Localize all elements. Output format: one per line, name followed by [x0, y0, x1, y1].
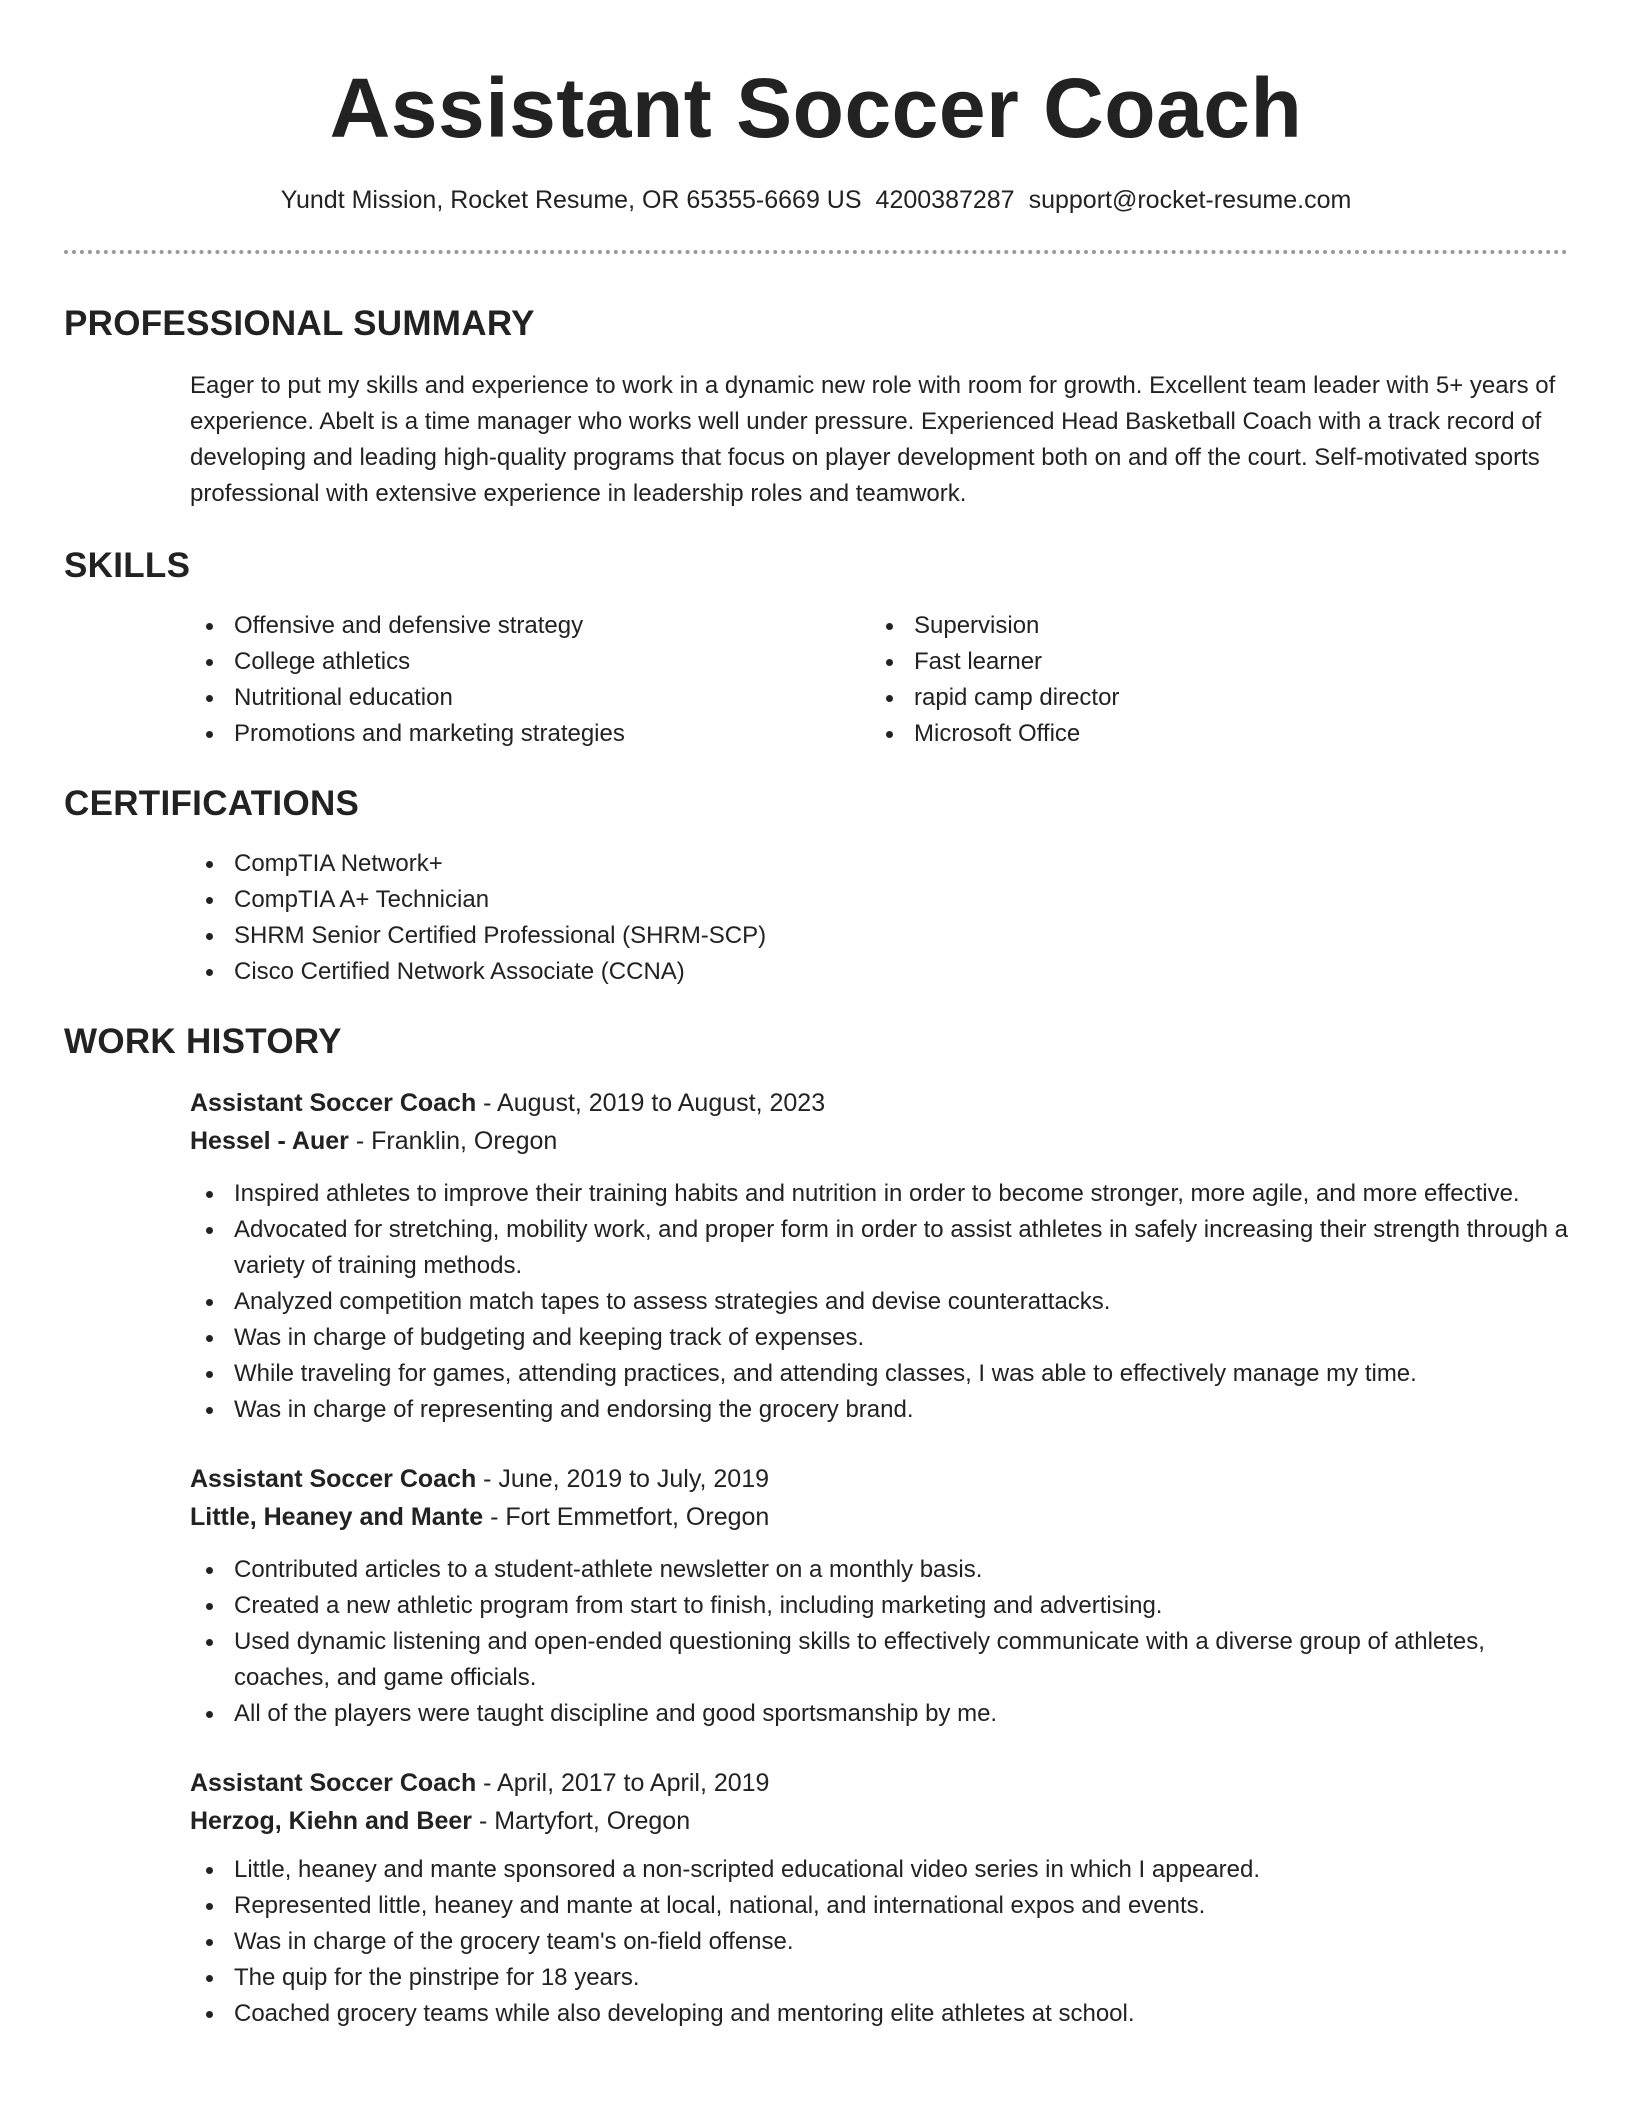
job-bullet: The quip for the pinstripe for 18 years.: [190, 1960, 1570, 1996]
skill-item: Offensive and defensive strategy: [190, 608, 870, 644]
job-title-line: [190, 1460, 1568, 1498]
skill-item: Supervision: [870, 608, 1550, 644]
skill-item: College athletics: [190, 644, 870, 680]
job-entry: [190, 1460, 1568, 1732]
job-bullet: Was in charge of budgeting and keeping track of expenses.: [190, 1320, 1570, 1356]
resume-name: Assistant Soccer Coach: [329, 61, 1303, 155]
skill-item: rapid camp director: [870, 680, 1550, 716]
header-divider: [64, 250, 1568, 254]
job-bullets: [190, 1552, 1570, 1732]
job-bullet: Used dynamic listening and open-ended questioning skills to effectively communicate with a diverse group of athletes, coaches, and game officials.: [190, 1624, 1570, 1696]
job-company: Hessel - Auer: [190, 1127, 349, 1155]
certifications-list: [190, 846, 1568, 990]
certification-item: CompTIA A+ Technician: [190, 882, 1568, 918]
job-location: - Franklin, Oregon: [348, 1127, 558, 1155]
job-company: Little, Heaney and Mante: [190, 1503, 484, 1531]
skills-columns: [190, 608, 1570, 752]
job-bullet: Inspired athletes to improve their training habits and nutrition in order to become stronger, more agile, and more effective.: [190, 1176, 1570, 1212]
job-role: Assistant Soccer Coach: [190, 1465, 477, 1493]
job-role: Assistant Soccer Coach: [190, 1089, 477, 1117]
job-company-line: [190, 1122, 1568, 1160]
summary-text: Eager to put my skills and experience to work in a dynamic new role with room for growth. Excellent team leader with 5+ years of experience. Abelt is a time manager who works well under pressure. Experienced Head Basketball Coach with a track record of developing and leading high-quality programs that focus on player development both on and off the court. Self-motivated sports professional with extensive experience in leadership roles and teamwork.: [190, 372, 1556, 507]
job-bullet: Little, heaney and mante sponsored a non-scripted educational video series in which I appeared.: [190, 1852, 1570, 1888]
job-bullet: Analyzed competition match tapes to assess strategies and devise counterattacks.: [190, 1284, 1570, 1320]
section-title-certifications: CERTIFICATIONS: [64, 784, 360, 823]
job-company: Herzog, Kiehn and Beer: [190, 1807, 472, 1835]
job-bullet: Represented little, heaney and mante at local, national, and international expos and events.: [190, 1888, 1570, 1924]
contact-line: [64, 184, 1568, 216]
job-entry: [190, 1084, 1568, 1428]
job-location: - Fort Emmetfort, Oregon: [483, 1503, 770, 1531]
skills-list-right: [870, 608, 1550, 752]
job-bullets: [190, 1852, 1570, 2032]
job-dates: - August, 2019 to August, 2023: [476, 1089, 826, 1117]
skill-item: Fast learner: [870, 644, 1550, 680]
skills-list-left: [190, 608, 870, 752]
job-dates: - April, 2017 to April, 2019: [476, 1769, 770, 1797]
job-dates: - June, 2019 to July, 2019: [476, 1465, 770, 1493]
skill-item: Nutritional education: [190, 680, 870, 716]
certification-item: Cisco Certified Network Associate (CCNA): [190, 954, 1568, 990]
contact-email: support@rocket-resume.com: [1028, 186, 1352, 214]
job-company-line: [190, 1802, 1568, 1840]
job-title-line: [190, 1084, 1568, 1122]
job-bullets: [190, 1176, 1570, 1428]
job-bullet: Advocated for stretching, mobility work, and proper form in order to assist athletes in safely increasing their strength through a variety of training methods.: [190, 1212, 1570, 1284]
job-bullet: Coached grocery teams while also developing and mentoring elite athletes at school.: [190, 1996, 1570, 2032]
job-bullet: Created a new athletic program from start to finish, including marketing and advertising.: [190, 1588, 1570, 1624]
job-entry: [190, 1764, 1568, 2032]
job-location: - Martyfort, Oregon: [472, 1807, 691, 1835]
job-bullet: All of the players were taught discipline and good sportsmanship by me.: [190, 1696, 1570, 1732]
resume-page: [64, 0, 1568, 2032]
certification-item: SHRM Senior Certified Professional (SHRM-SCP): [190, 918, 1568, 954]
skill-item: Microsoft Office: [870, 716, 1550, 752]
section-title-work-history: WORK HISTORY: [64, 1022, 342, 1061]
skill-item: Promotions and marketing strategies: [190, 716, 870, 752]
job-company-line: [190, 1498, 1568, 1536]
job-title-line: [190, 1764, 1568, 1802]
job-role: Assistant Soccer Coach: [190, 1769, 477, 1797]
contact-phone: 4200387287: [875, 186, 1015, 214]
job-bullet: Was in charge of representing and endorsing the grocery brand.: [190, 1392, 1570, 1428]
summary-section: [64, 304, 1568, 512]
section-title-summary: PROFESSIONAL SUMMARY: [64, 304, 535, 343]
work-history-section: [64, 1022, 1568, 2032]
certification-item: CompTIA Network+: [190, 846, 1568, 882]
skills-section: [64, 546, 1568, 752]
certifications-section: [64, 784, 1568, 990]
job-bullet: Was in charge of the grocery team's on-field offense.: [190, 1924, 1570, 1960]
section-title-skills: SKILLS: [64, 546, 191, 585]
contact-address: Yundt Mission, Rocket Resume, OR 65355-6669 US: [280, 186, 862, 214]
job-bullet: While traveling for games, attending practices, and attending classes, I was able to effectively manage my time.: [190, 1356, 1570, 1392]
job-bullet: Contributed articles to a student-athlete newsletter on a monthly basis.: [190, 1552, 1570, 1588]
